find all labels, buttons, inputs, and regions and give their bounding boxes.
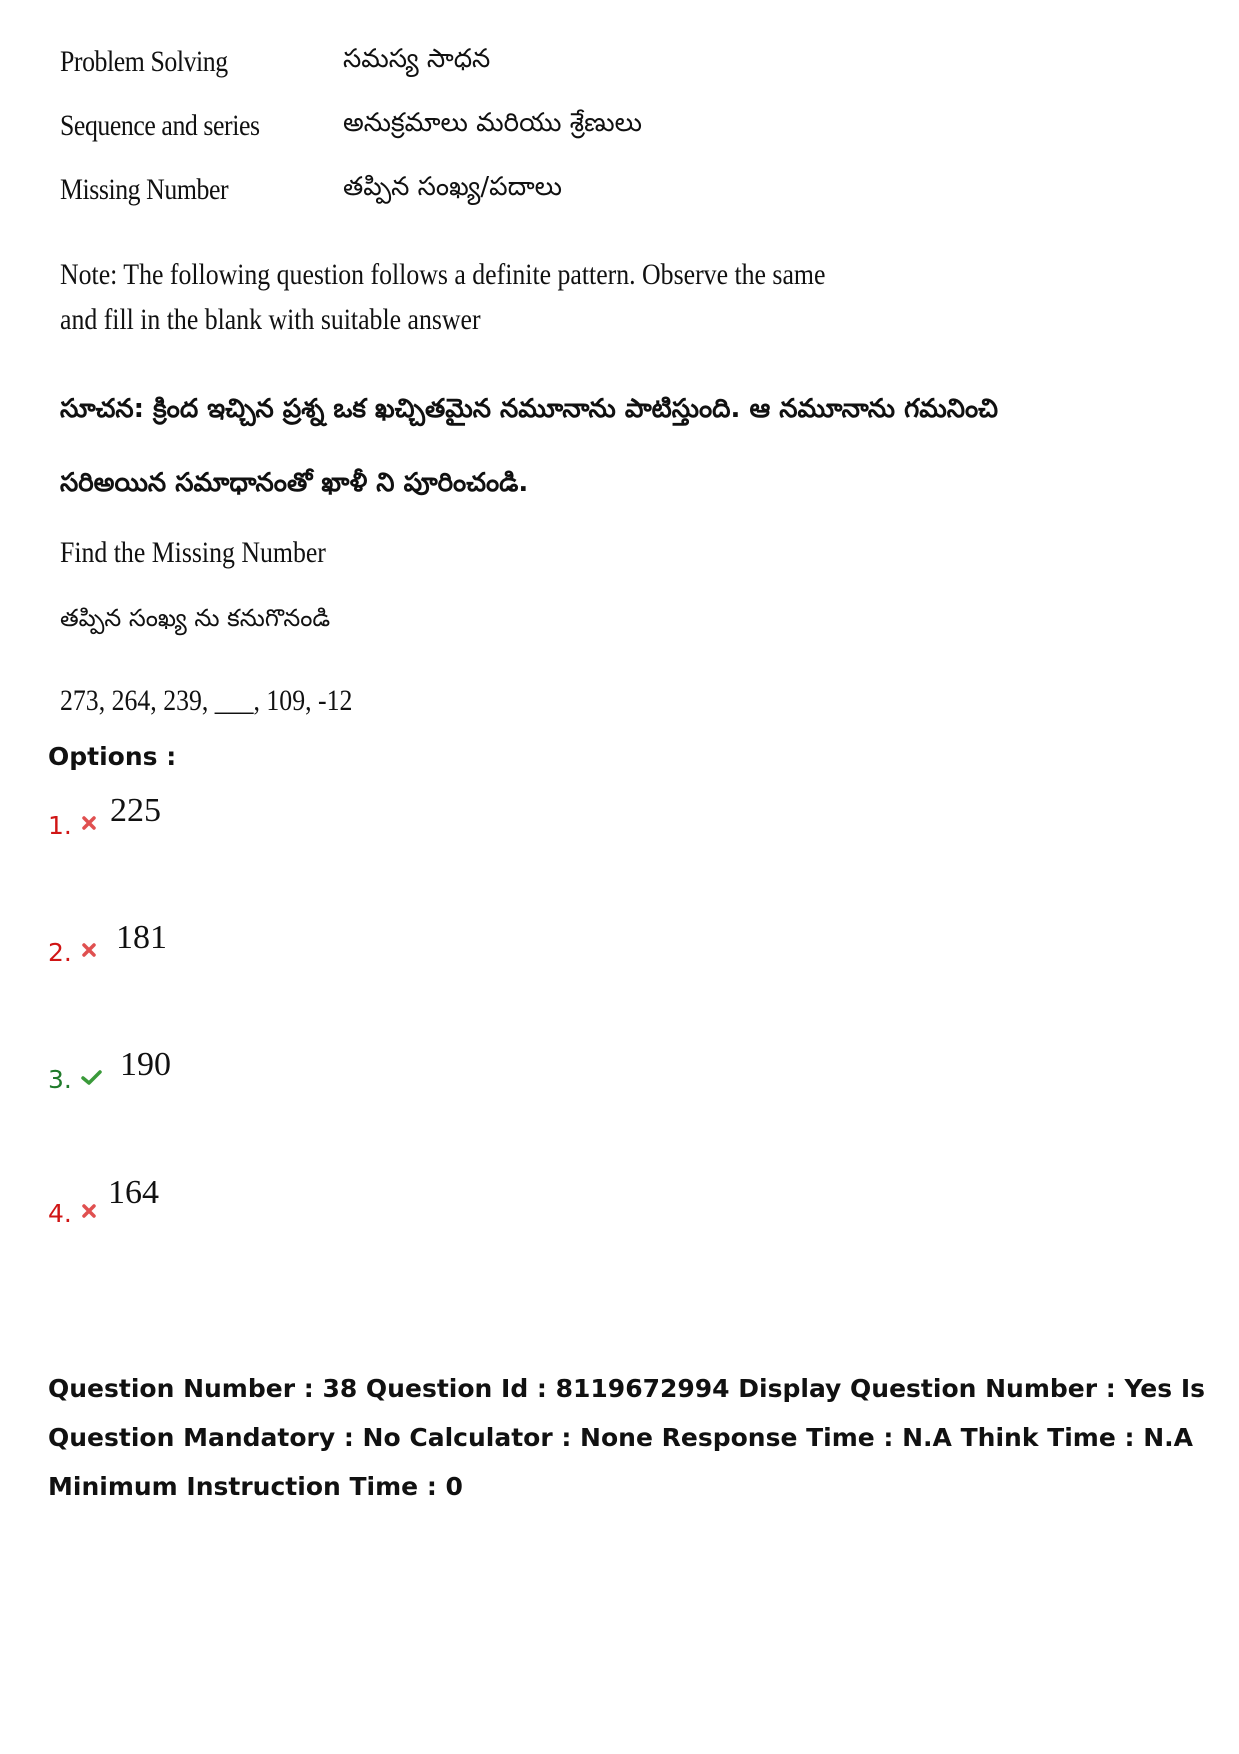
option-4[interactable] [48, 1168, 448, 1228]
subtopic-te: తప్పిన సంఖ్య/పదాలు [343, 172, 563, 202]
check-icon [78, 1068, 104, 1086]
number-series: 273, 264, 239, ___, 109, -12 [60, 684, 353, 717]
question-telugu: తప్పిన సంఖ్య ను కనుగొనండి [60, 604, 331, 632]
option-number: 4. [48, 1199, 72, 1228]
cross-icon [78, 941, 100, 959]
option-value: 164 [108, 1174, 159, 1211]
cross-icon [78, 1202, 100, 1220]
note-english: Note: The following question follows a definite pattern. Observe the same and fill in the blank with suitable answer [60, 258, 826, 336]
category-row [60, 30, 642, 94]
option-number: 2. [48, 938, 72, 967]
note-telugu: సూచన: క్రింద ఇచ్చిన ప్రశ్న ఒక ఖచ్చితమైన నమూనాను పాటిస్తుంది. ఆ నమూనాను గమనించి సరిఅయిన సమాధానంతో ఖాళీ ని పూరించండి. [60, 394, 999, 498]
question-english: Find the Missing Number [60, 536, 326, 569]
category-row [60, 94, 642, 158]
topic-te: అనుక్రమాలు మరియు శ్రేణులు [343, 108, 642, 138]
option-number: 3. [48, 1065, 72, 1094]
option-value: 181 [116, 919, 167, 956]
category-table [60, 30, 642, 222]
options-label: Options : [48, 742, 177, 771]
subtopic-en: Missing Number [60, 173, 229, 206]
category-row [60, 158, 642, 222]
subject-te: సమస్య సాధన [343, 44, 491, 74]
topic-en: Sequence and series [60, 109, 260, 142]
question-metadata: Question Number : 38 Question Id : 8119672994 Display Question Number : Yes Is Question Mandatory : No Calculator : None Response Time : N.A Think Time : N.A Minimum Instruction Time : 0 [48, 1374, 1206, 1501]
option-2[interactable] [48, 907, 448, 967]
option-3[interactable] [48, 1034, 448, 1094]
option-value: 190 [120, 1046, 171, 1083]
option-value: 225 [110, 792, 161, 829]
subject-en: Problem Solving [60, 45, 228, 78]
option-1[interactable] [48, 780, 448, 840]
cross-icon [78, 814, 100, 832]
option-number: 1. [48, 811, 72, 840]
